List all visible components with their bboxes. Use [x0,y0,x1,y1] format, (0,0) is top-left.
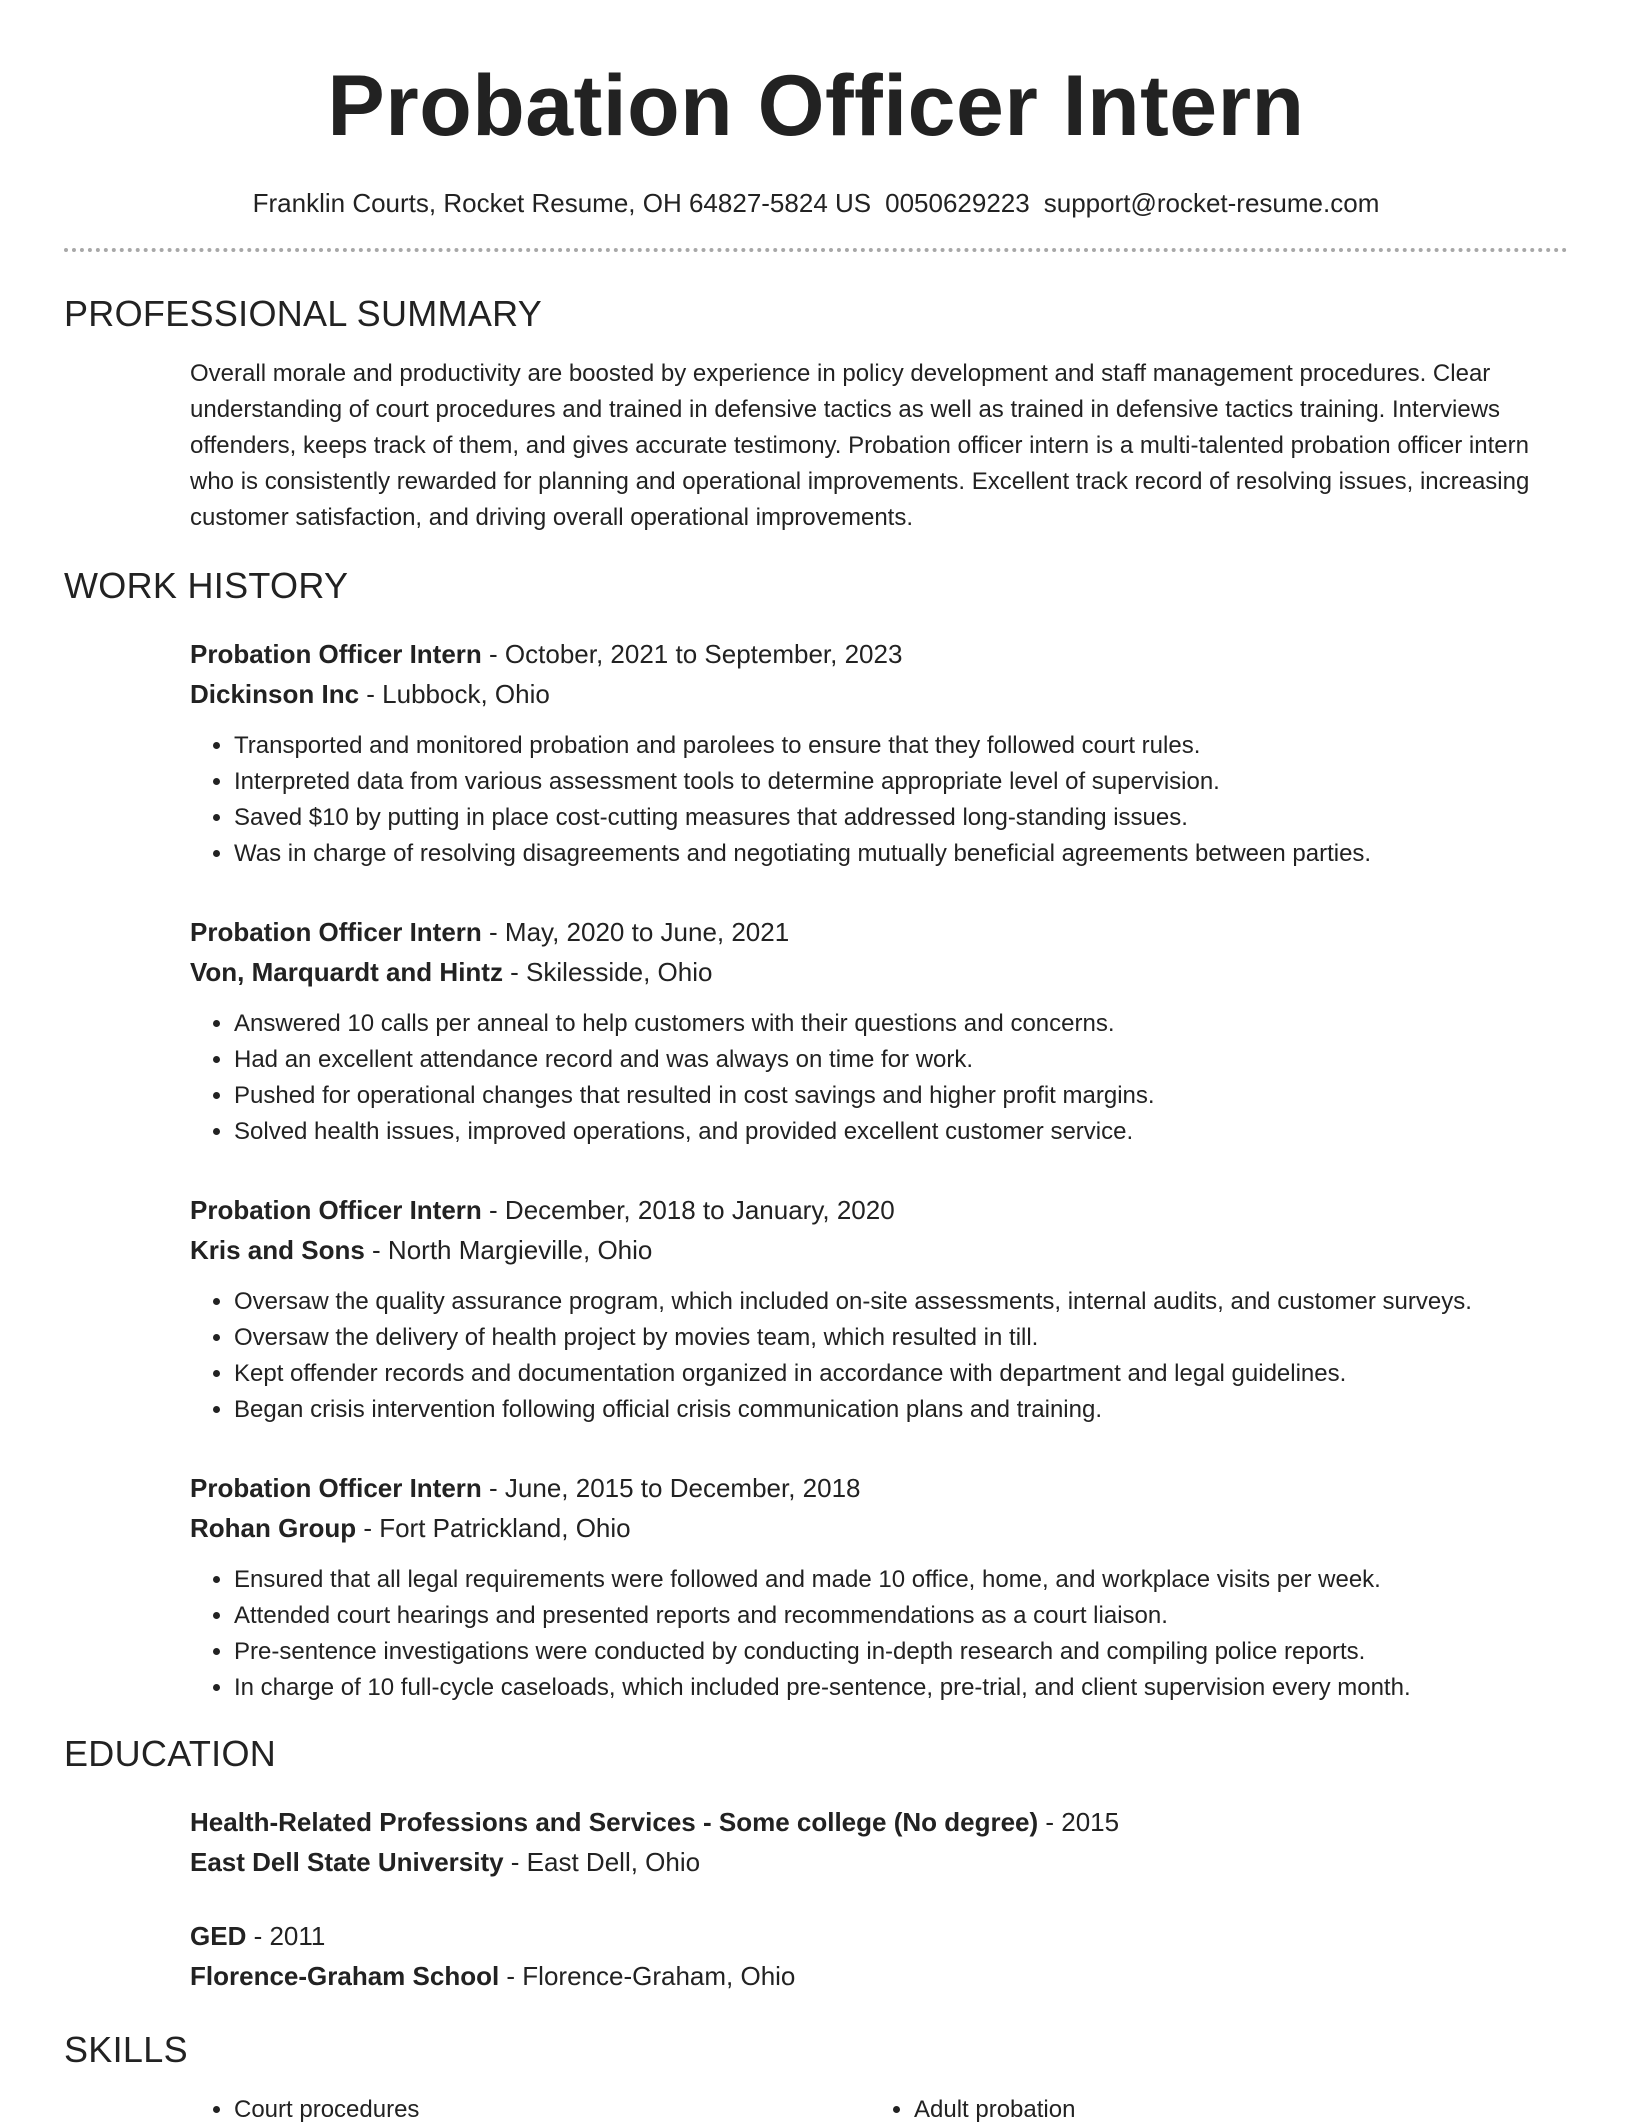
job-dates: - October, 2021 to September, 2023 [481,639,903,669]
education-title: EDUCATION [64,1733,277,1774]
summary-title: PROFESSIONAL SUMMARY [64,293,543,334]
education-degree: Health-Related Professions and Services - Some college (No degree) [190,1807,1039,1837]
job-dates: - June, 2015 to December, 2018 [481,1473,861,1503]
job-location: - Skilesside, Ohio [502,957,713,987]
job-company-line [190,952,1568,992]
job-bullet: • Interpreted data from various assessment tools to determine appropriate level of supervision. [234,764,1568,800]
education-degree-line [190,1802,1568,1842]
job-location: - Fort Patrickland, Ohio [356,1513,631,1543]
education-section [64,1732,1568,1996]
job-entry [190,634,1568,872]
job-header [190,1190,1568,1230]
job-location: - North Margieville, Ohio [364,1235,653,1265]
job-bullet: • Attended court hearings and presented reports and recommendations as a court liaison. [234,1598,1568,1634]
education-year: - 2011 [246,1921,326,1951]
job-bullets [190,1562,1568,1706]
job-company-line [190,674,1568,714]
job-bullet: • Oversaw the delivery of health project by movies team, which resulted in till. [234,1320,1568,1356]
contact-phone: 0050629223 [885,188,1030,218]
resume-page [64,0,1568,2128]
job-dates: - December, 2018 to January, 2020 [481,1195,895,1225]
job-header [190,912,1568,952]
job-bullet: • Kept offender records and documentation organized in accordance with department and legal guidelines. [234,1356,1568,1392]
education-school-line [190,1842,1568,1882]
education-location: - Florence-Graham, Ohio [499,1961,796,1991]
summary-text: Overall morale and productivity are boosted by experience in policy development and staff management procedures. Clear understanding of court procedures and trained in defensive tactics as well as trained in defensive tactics training. Interviews offenders, keeps track of them, and gives accurate testimony. Probation officer intern is a multi-talented probation officer intern who is consistently rewarded for planning and operational improvements. Excellent track record of resolving issues, increasing customer satisfaction, and driving overall operational improvements. [190,360,1530,531]
skill-item: • Adult probation [914,2092,1550,2128]
education-location: - East Dell, Ohio [503,1847,701,1877]
job-entry [190,1468,1568,1706]
job-company: Von, Marquardt and Hintz [190,957,503,987]
job-header [190,634,1568,674]
education-degree: GED [190,1921,247,1951]
job-entry [190,912,1568,1150]
job-role: Probation Officer Intern [190,917,482,947]
work-history-title: WORK HISTORY [64,565,349,606]
job-bullets [190,1006,1568,1150]
job-bullet: • Ensured that all legal requirements were followed and made 10 office, home, and workplace visits per week. [234,1562,1568,1598]
contact-address: Franklin Courts, Rocket Resume, OH 64827-5824 US [252,188,872,218]
skills-title: SKILLS [64,2029,188,2070]
job-dates: - May, 2020 to June, 2021 [481,917,790,947]
job-bullet: • Was in charge of resolving disagreements and negotiating mutually beneficial agreements between parties. [234,836,1568,872]
skills-grid [190,2092,1568,2128]
job-bullets [190,728,1568,872]
job-company-line [190,1230,1568,1270]
education-year: - 2015 [1038,1807,1120,1837]
education-degree-line [190,1916,1568,1956]
education-school: East Dell State University [190,1847,504,1877]
job-bullet: • Solved health issues, improved operations, and provided excellent customer service. [234,1114,1568,1150]
skills-column-left [190,2092,870,2128]
contact-line [64,186,1568,220]
job-company: Dickinson Inc [190,679,360,709]
education-entry [190,1802,1568,1882]
job-company-line [190,1508,1568,1548]
job-bullet: • In charge of 10 full-cycle caseloads, which included pre-sentence, pre-trial, and client supervision every month. [234,1670,1568,1706]
job-header [190,1468,1568,1508]
job-bullet: • Had an excellent attendance record and was always on time for work. [234,1042,1568,1078]
job-bullets [190,1284,1568,1428]
job-company: Kris and Sons [190,1235,365,1265]
candidate-name: Probation Officer Intern [327,58,1305,154]
job-entry [190,1190,1568,1428]
job-role: Probation Officer Intern [190,1473,482,1503]
skills-column-right [870,2092,1550,2128]
skills-section [64,2028,1568,2128]
job-bullet: • Transported and monitored probation and parolees to ensure that they followed court rules. [234,728,1568,764]
job-bullet: • Began crisis intervention following official crisis communication plans and training. [234,1392,1568,1428]
job-role: Probation Officer Intern [190,1195,482,1225]
work-history-section [64,564,1568,1706]
job-company: Rohan Group [190,1513,357,1543]
job-bullet: • Saved $10 by putting in place cost-cutting measures that addressed long-standing issues. [234,800,1568,836]
education-school-line [190,1956,1568,1996]
job-bullet: • Pushed for operational changes that resulted in cost savings and higher profit margins. [234,1078,1568,1114]
job-bullet: • Pre-sentence investigations were conducted by conducting in-depth research and compiling police reports. [234,1634,1568,1670]
job-role: Probation Officer Intern [190,639,482,669]
education-entry [190,1916,1568,1996]
job-bullet: • Oversaw the quality assurance program, which included on-site assessments, internal audits, and customer surveys. [234,1284,1568,1320]
job-location: - Lubbock, Ohio [359,679,550,709]
education-school: Florence-Graham School [190,1961,500,1991]
job-bullet: • Answered 10 calls per anneal to help customers with their questions and concerns. [234,1006,1568,1042]
header-divider [64,248,1568,252]
skill-item: • Court procedures [234,2092,870,2128]
summary-section [64,292,1568,536]
contact-email: support@rocket-resume.com [1043,188,1380,218]
